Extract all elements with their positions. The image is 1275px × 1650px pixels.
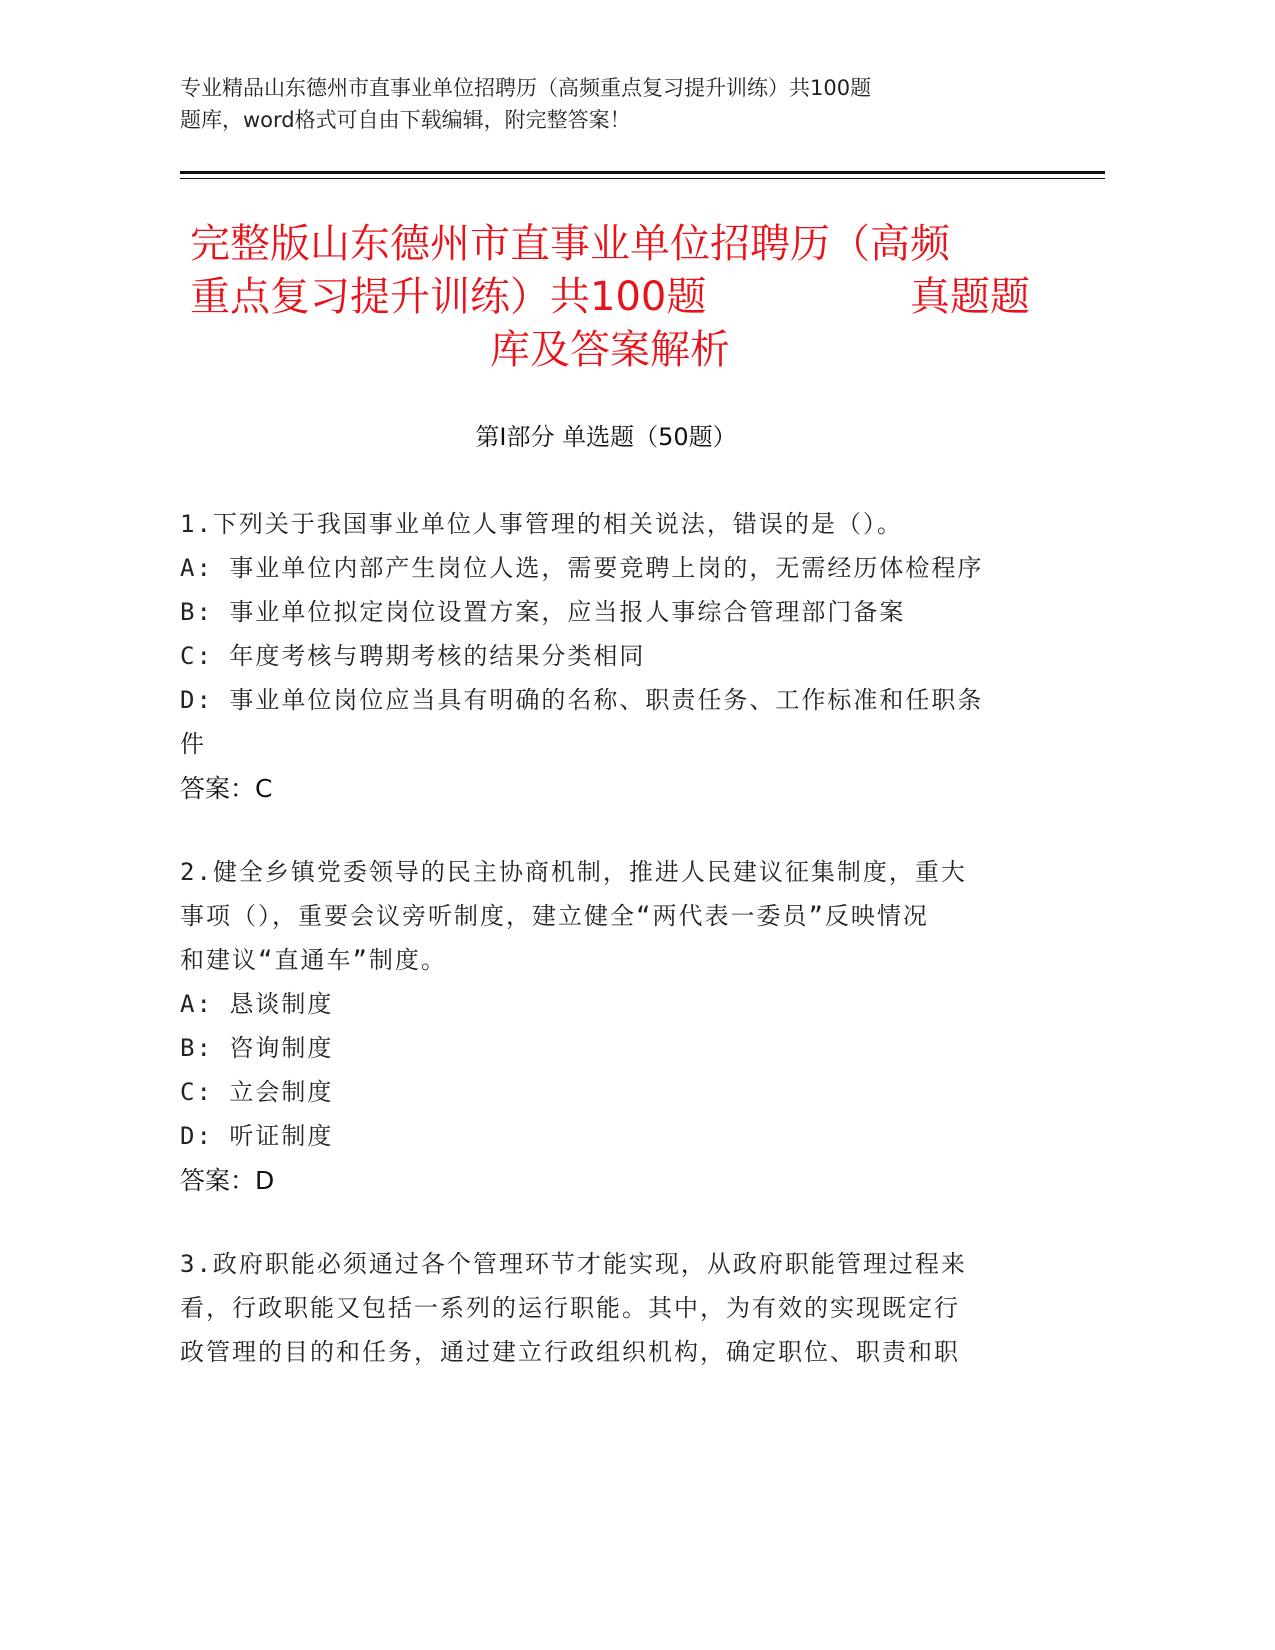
title-line-1: 完整版山东德州市直事业单位招聘历（高频 [190,221,950,267]
title-line-3: 库及答案解析 [490,327,730,373]
question-stem-line: 和建议“直通车”制度。 [180,946,447,974]
title-line-2 [190,271,1030,324]
option-d: D: 听证制度 [180,1122,334,1150]
question-stem-line: 1.下列关于我国事业单位人事管理的相关说法，错误的是（）。 [180,510,903,538]
option-b: B: 事业单位拟定岗位设置方案，应当报人事综合管理部门备案 [180,598,906,626]
question-stem-line: 政管理的目的和任务，通过建立行政组织机构，确定职位、职责和职 [180,1338,960,1366]
answer-line: 答案：D [180,1166,275,1195]
title-line-2-right: 真题题 [910,274,1030,320]
document-title [190,218,1030,377]
header-note-line-2: 题库，word格式可自由下载编辑，附完整答案！ [180,108,631,132]
header-note-line-1: 专业精品山东德州市直事业单位招聘历（高频重点复习提升训练）共100题 [180,76,872,100]
header-divider-thin [180,178,1105,179]
question-2 [180,850,1040,1204]
option-c: C: 年度考核与聘期考核的结果分类相同 [180,642,646,670]
title-line-2-left: 重点复习提升训练）共100题 [190,274,707,320]
option-d-continued: 件 [180,730,206,758]
option-d: D: 事业单位岗位应当具有明确的名称、职责任务、工作标准和任职条 [180,686,984,714]
header-note [180,72,1000,136]
question-stem-line: 看，行政职能又包括一系列的运行职能。其中，为有效的实现既定行 [180,1294,960,1322]
option-b: B: 咨询制度 [180,1034,334,1062]
section-heading: 第Ⅰ部分 单选题（50题） [475,423,737,451]
question-stem-line: 2.健全乡镇党委领导的民主协商机制，推进人民建议征集制度，重大 [180,858,967,886]
question-stem-line: 3.政府职能必须通过各个管理环节才能实现，从政府职能管理过程来 [180,1250,967,1278]
answer-line: 答案：C [180,774,273,803]
option-a: A: 恳谈制度 [180,990,334,1018]
header-divider-thick [180,171,1105,174]
question-1 [180,502,1040,812]
question-stem-line: 事项（），重要会议旁听制度，建立健全“两代表一委员”反映情况 [180,902,929,930]
option-a: A: 事业单位内部产生岗位人选，需要竞聘上岗的，无需经历体检程序 [180,554,984,582]
option-c: C: 立会制度 [180,1078,334,1106]
question-3 [180,1242,1040,1374]
